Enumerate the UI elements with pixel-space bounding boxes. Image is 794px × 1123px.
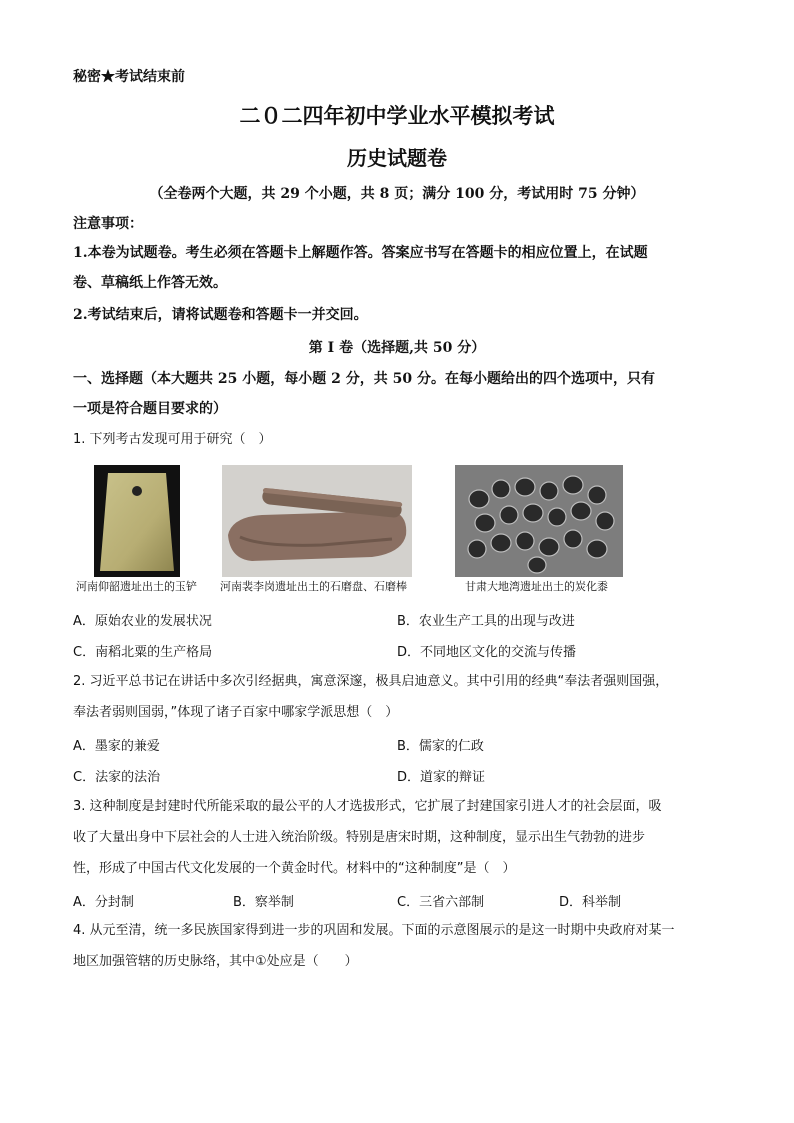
question-1-stem: 1. 下列考古发现可用于研究（ ）	[73, 432, 272, 447]
subject-title: 历史试题卷	[347, 146, 447, 170]
question-2-line-2: 奉法者弱则国弱，”体现了诸子百家中哪家学派思想（ ）	[73, 705, 399, 720]
image-caption-3: 甘肃大地湾遗址出土的炭化黍	[465, 580, 608, 593]
q2-option-a: A．墨家的兼爱	[73, 739, 160, 754]
q1-option-a: A．原始农业的发展状况	[73, 614, 212, 629]
q1-option-b: B．农业生产工具的出现与改进	[397, 614, 575, 629]
question-4-line-1: 4. 从元至清，统一多民族国家得到进一步的巩固和发展。下面的示意图展示的是这一时期中央政府对某一	[73, 923, 675, 938]
section-1-line-1: 一、选择题（本大题共 25 小题，每小题 2 分，共 50 分。在每小题给出的四个选项中，只有	[73, 371, 655, 387]
notice-item-1-line-1: 1.本卷为试题卷。考生必须在答题卡上解题作答。答案应书写在答题卡的相应位置上，在试题	[73, 245, 648, 261]
image-caption-1: 河南仰韶遗址出土的玉铲	[76, 580, 197, 593]
q3-option-b: B．察举制	[233, 895, 294, 910]
exam-title: 二０二四年初中学业水平模拟考试	[239, 103, 555, 128]
exam-info: （全卷两个大题，共 29 个小题，共 8 页；满分 100 分，考试用时 75 分钟）	[149, 186, 645, 202]
q2-option-b: B．儒家的仁政	[397, 739, 484, 754]
question-3-line-3: 性，形成了中国古代文化发展的一个黄金时代。材料中的“这种制度”是（ ）	[73, 861, 516, 876]
grinding-stone-image	[222, 465, 412, 577]
q1-option-c: C．南稻北粟的生产格局	[73, 645, 213, 660]
notice-item-2: 2.考试结束后，请将试题卷和答题卡一并交回。	[73, 307, 368, 323]
part-1-title: 第 I 卷（选择题,共 50 分）	[308, 340, 486, 356]
q1-option-d: D．不同地区文化的交流与传播	[397, 645, 577, 660]
q2-option-d: D．道家的辩证	[397, 770, 486, 785]
q3-option-a: A．分封制	[73, 895, 134, 910]
section-1-line-2: 一项是符合题目要求的）	[73, 401, 227, 417]
q2-option-c: C．法家的法治	[73, 770, 161, 785]
jade-shovel-image	[94, 465, 180, 577]
notice-heading: 注意事项：	[73, 216, 143, 232]
question-3-line-2: 收了大量出身中下层社会的人士进入统治阶级。特别是唐宋时期，这种制度，显示出生气勃勃的进步	[73, 830, 646, 845]
question-3-line-1: 3. 这种制度是封建时代所能采取的最公平的人才选拔形式，它扩展了封建国家引进人才的社会层面，吸	[73, 799, 662, 814]
image-caption-2: 河南裴李岗遗址出土的石磨盘、石磨棒	[220, 580, 407, 593]
question-2-line-1: 2. 习近平总书记在讲话中多次引经据典，寓意深邃，极具启迪意义。其中引用的经典“奉法者强则国强，	[73, 674, 669, 689]
question-4-line-2: 地区加强管辖的历史脉络，其中①处应是（ ）	[73, 954, 358, 969]
q3-option-d: D．科举制	[559, 895, 622, 910]
carbonized-millet-image	[455, 465, 623, 577]
notice-item-1-line-2: 卷、草稿纸上作答无效。	[73, 275, 227, 291]
secret-label: 秘密★考试结束前	[73, 69, 185, 85]
q3-option-c: C．三省六部制	[397, 895, 485, 910]
